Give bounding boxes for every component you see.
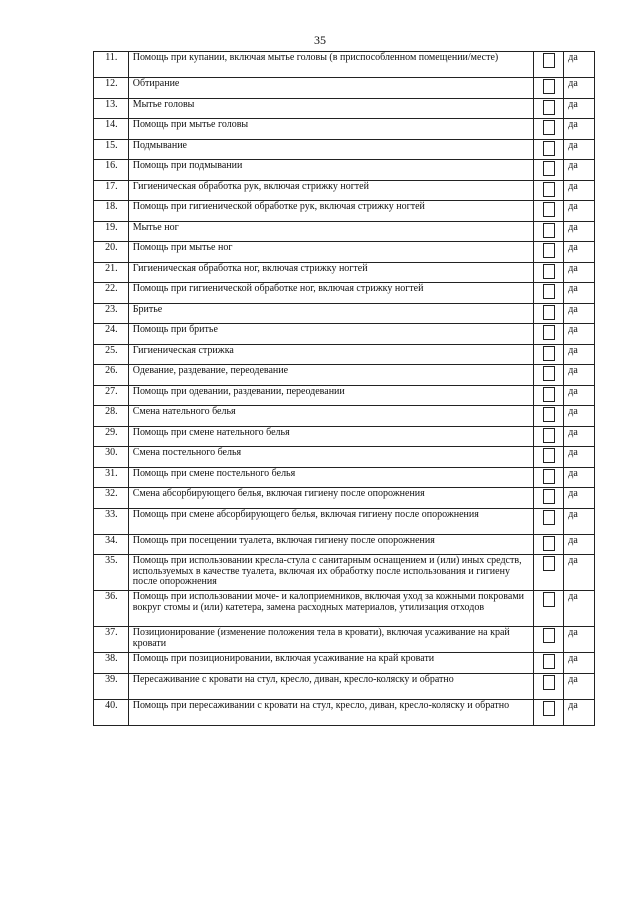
checkbox[interactable] (543, 675, 555, 690)
activity-description: Помощь при пересаживании с кровати на стул, кресло, диван, кресло-коляску и обратно (128, 699, 533, 725)
answer-label: да (564, 385, 595, 406)
checkbox[interactable] (543, 325, 555, 340)
answer-label: да (564, 365, 595, 386)
activity-description: Помощь при одевании, раздевании, переодевании (128, 385, 533, 406)
checkbox[interactable] (543, 387, 555, 402)
checkbox[interactable] (543, 448, 555, 463)
answer-label: да (564, 426, 595, 447)
table-row (94, 344, 595, 365)
table-row (94, 385, 595, 406)
table-row (94, 555, 595, 591)
checkbox-cell (533, 180, 564, 201)
checkbox-cell (533, 52, 564, 78)
row-number: 23. (94, 303, 129, 324)
table-row (94, 653, 595, 674)
table-row (94, 98, 595, 119)
answer-label: да (564, 508, 595, 534)
table-row (94, 365, 595, 386)
checkbox[interactable] (543, 141, 555, 156)
answer-label: да (564, 242, 595, 263)
answer-label: да (564, 534, 595, 555)
checkbox-cell (533, 673, 564, 699)
row-number: 16. (94, 160, 129, 181)
checkbox-cell (533, 627, 564, 653)
answer-label: да (564, 160, 595, 181)
checkbox[interactable] (543, 654, 555, 669)
row-number: 31. (94, 467, 129, 488)
answer-label: да (564, 262, 595, 283)
activity-description: Смена постельного белья (128, 447, 533, 468)
checkbox[interactable] (543, 79, 555, 94)
table-row (94, 242, 595, 263)
checkbox-cell (533, 385, 564, 406)
table-row (94, 78, 595, 99)
table-row (94, 283, 595, 304)
table-row (94, 488, 595, 509)
checkbox-cell (533, 467, 564, 488)
checkbox[interactable] (543, 489, 555, 504)
table-row (94, 303, 595, 324)
answer-label: да (564, 653, 595, 674)
answer-label: да (564, 467, 595, 488)
table-row (94, 467, 595, 488)
row-number: 12. (94, 78, 129, 99)
answer-label: да (564, 201, 595, 222)
checkbox[interactable] (543, 536, 555, 551)
activity-description: Смена абсорбирующего белья, включая гигиену после опорожнения (128, 488, 533, 509)
answer-label: да (564, 699, 595, 725)
checkbox-cell (533, 406, 564, 427)
table-row (94, 406, 595, 427)
activity-description: Помощь при позиционировании, включая усаживание на край кровати (128, 653, 533, 674)
checkbox-cell (533, 508, 564, 534)
checkbox[interactable] (543, 120, 555, 135)
checkbox[interactable] (543, 305, 555, 320)
answer-label: да (564, 98, 595, 119)
checkbox-cell (533, 653, 564, 674)
activity-description: Мытье ног (128, 221, 533, 242)
activity-description: Помощь при смене нательного белья (128, 426, 533, 447)
checkbox[interactable] (543, 628, 555, 643)
checkbox-cell (533, 139, 564, 160)
activity-description: Помощь при бритье (128, 324, 533, 345)
table-row (94, 447, 595, 468)
checkbox[interactable] (543, 284, 555, 299)
row-number: 40. (94, 699, 129, 725)
table-row (94, 534, 595, 555)
table-row (94, 508, 595, 534)
checkbox[interactable] (543, 243, 555, 258)
answer-label: да (564, 344, 595, 365)
activity-description: Гигиеническая стрижка (128, 344, 533, 365)
activity-description: Помощь при мытье ног (128, 242, 533, 263)
checkbox-cell (533, 98, 564, 119)
row-number: 39. (94, 673, 129, 699)
checkbox[interactable] (543, 592, 555, 607)
activity-description: Позиционирование (изменение положения тела в кровати), включая усаживание на край кровати (128, 627, 533, 653)
answer-label: да (564, 555, 595, 591)
checkbox[interactable] (543, 407, 555, 422)
row-number: 22. (94, 283, 129, 304)
table-row (94, 52, 595, 78)
answer-label: да (564, 78, 595, 99)
row-number: 26. (94, 365, 129, 386)
table-row (94, 324, 595, 345)
checkbox[interactable] (543, 510, 555, 525)
answer-label: да (564, 52, 595, 78)
table-row (94, 160, 595, 181)
activity-description: Помощь при гигиенической обработке ног, включая стрижку ногтей (128, 283, 533, 304)
activity-description: Помощь при гигиенической обработке рук, включая стрижку ногтей (128, 201, 533, 222)
checkbox[interactable] (543, 182, 555, 197)
checkbox[interactable] (543, 53, 555, 68)
table-row (94, 201, 595, 222)
checkbox-cell (533, 447, 564, 468)
row-number: 28. (94, 406, 129, 427)
row-number: 19. (94, 221, 129, 242)
row-number: 24. (94, 324, 129, 345)
answer-label: да (564, 180, 595, 201)
activity-description: Помощь при подмывании (128, 160, 533, 181)
row-number: 17. (94, 180, 129, 201)
table-body (94, 52, 595, 726)
activity-description: Гигиеническая обработка ног, включая стрижку ногтей (128, 262, 533, 283)
row-number: 34. (94, 534, 129, 555)
checkbox[interactable] (543, 428, 555, 443)
activity-description: Помощь при посещении туалета, включая гигиену после опорожнения (128, 534, 533, 555)
row-number: 32. (94, 488, 129, 509)
row-number: 18. (94, 201, 129, 222)
checkbox-cell (533, 160, 564, 181)
table-row (94, 180, 595, 201)
table-row (94, 119, 595, 140)
row-number: 21. (94, 262, 129, 283)
answer-label: да (564, 591, 595, 627)
answer-label: да (564, 324, 595, 345)
row-number: 36. (94, 591, 129, 627)
answer-label: да (564, 447, 595, 468)
checkbox-cell (533, 201, 564, 222)
row-number: 35. (94, 555, 129, 591)
row-number: 13. (94, 98, 129, 119)
checkbox-cell (533, 242, 564, 263)
answer-label: да (564, 221, 595, 242)
checkbox[interactable] (543, 161, 555, 176)
checkbox[interactable] (543, 264, 555, 279)
activity-description: Бритье (128, 303, 533, 324)
activity-description: Помощь при использовании моче- и калоприемников, включая уход за кожными покровами вокруг стомы и (или) катетера, замена расходных материалов, утилизация отходов (128, 591, 533, 627)
row-number: 14. (94, 119, 129, 140)
checkbox-cell (533, 119, 564, 140)
answer-label: да (564, 139, 595, 160)
row-number: 29. (94, 426, 129, 447)
row-number: 27. (94, 385, 129, 406)
checkbox-cell (533, 283, 564, 304)
table-row (94, 591, 595, 627)
answer-label: да (564, 406, 595, 427)
care-activities-table (93, 51, 595, 726)
row-number: 33. (94, 508, 129, 534)
row-number: 30. (94, 447, 129, 468)
activity-description: Подмывание (128, 139, 533, 160)
checkbox-cell (533, 555, 564, 591)
checkbox-cell (533, 534, 564, 555)
checkbox[interactable] (543, 701, 555, 716)
checkbox[interactable] (543, 346, 555, 361)
answer-label: да (564, 488, 595, 509)
page-number: 35 (314, 33, 326, 47)
table-row (94, 221, 595, 242)
table-row (94, 426, 595, 447)
table-row (94, 673, 595, 699)
checkbox[interactable] (543, 556, 555, 571)
checkbox[interactable] (543, 100, 555, 115)
checkbox-cell (533, 344, 564, 365)
activity-description: Обтирание (128, 78, 533, 99)
activity-description: Помощь при купании, включая мытье головы (в приспособленном помещении/месте) (128, 52, 533, 78)
checkbox[interactable] (543, 366, 555, 381)
row-number: 11. (94, 52, 129, 78)
activity-description: Пересаживание с кровати на стул, кресло, диван, кресло-коляску и обратно (128, 673, 533, 699)
activity-description: Мытье головы (128, 98, 533, 119)
row-number: 15. (94, 139, 129, 160)
checkbox-cell (533, 324, 564, 345)
activity-description: Помощь при смене абсорбирующего белья, включая гигиену после опорожнения (128, 508, 533, 534)
answer-label: да (564, 283, 595, 304)
table-row (94, 262, 595, 283)
table-row (94, 139, 595, 160)
answer-label: да (564, 673, 595, 699)
checkbox-cell (533, 303, 564, 324)
answer-label: да (564, 303, 595, 324)
checkbox[interactable] (543, 202, 555, 217)
checkbox-cell (533, 365, 564, 386)
row-number: 37. (94, 627, 129, 653)
checkbox-cell (533, 488, 564, 509)
table-row (94, 699, 595, 725)
checkbox-cell (533, 221, 564, 242)
answer-label: да (564, 627, 595, 653)
checkbox[interactable] (543, 469, 555, 484)
activity-description: Помощь при мытье головы (128, 119, 533, 140)
row-number: 20. (94, 242, 129, 263)
row-number: 25. (94, 344, 129, 365)
activity-description: Одевание, раздевание, переодевание (128, 365, 533, 386)
activity-description: Помощь при использовании кресла-стула с санитарным оснащением и (или) иных средств, используемых в качестве туалета, включая их обработку после использования и гигиену после опорожнения (128, 555, 533, 591)
answer-label: да (564, 119, 595, 140)
checkbox-cell (533, 262, 564, 283)
row-number: 38. (94, 653, 129, 674)
checkbox-cell (533, 78, 564, 99)
checkbox-cell (533, 699, 564, 725)
checkbox[interactable] (543, 223, 555, 238)
table-row (94, 627, 595, 653)
activity-description: Помощь при смене постельного белья (128, 467, 533, 488)
checkbox-cell (533, 426, 564, 447)
checkbox-cell (533, 591, 564, 627)
activity-description: Гигиеническая обработка рук, включая стрижку ногтей (128, 180, 533, 201)
activity-description: Смена нательного белья (128, 406, 533, 427)
